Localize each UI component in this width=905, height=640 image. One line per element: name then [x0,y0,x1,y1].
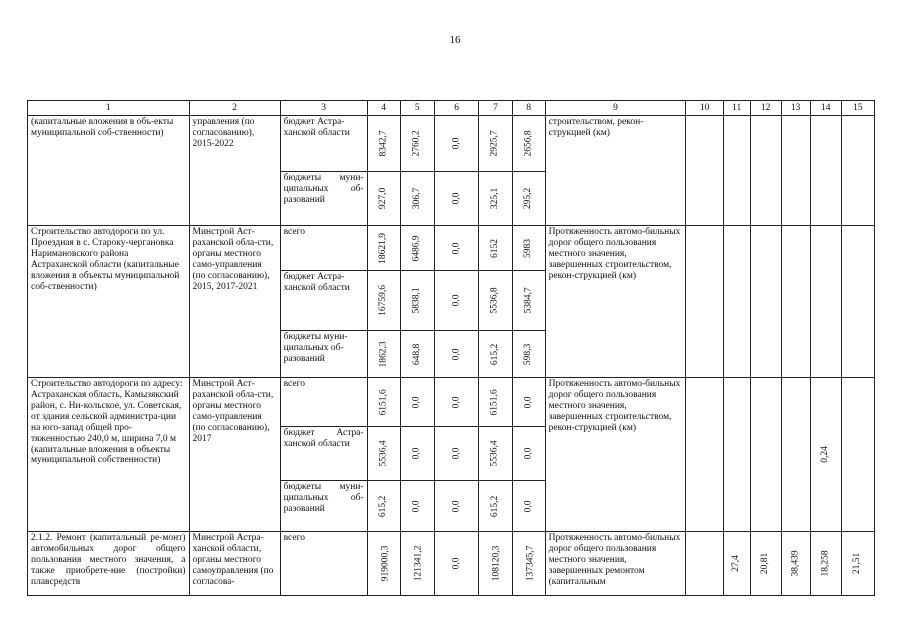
col-header: 1 [28,101,190,116]
amount-year: 0,0 [451,500,462,512]
amount-year: 5384,7 [523,287,534,314]
amount-total: 919000,3 [379,545,390,582]
measure-name: (капитальные вложения в объ-екты муниципальной соб-ственности) [28,116,190,226]
col-header: 15 [841,101,874,116]
indicator-value [750,226,781,378]
table-row [28,378,875,427]
indicator-value [781,116,810,226]
funding-source: всего [280,532,367,596]
amount-year: 5838,1 [411,287,422,314]
amount-year: 137345,7 [524,545,535,582]
col-header: 3 [280,101,367,116]
col-header: 2 [189,101,280,116]
col-header: 9 [545,101,686,116]
amount-year: 295,2 [523,187,534,210]
indicator-value [810,116,841,226]
indicator-value [841,226,874,378]
indicator-value [750,116,781,226]
indicator-value: 38,439 [790,550,801,577]
amount-year: 5983 [523,238,534,258]
amount-year: 5536,4 [489,440,500,467]
indicator-value [686,226,723,378]
col-header: 14 [810,101,841,116]
header-row [28,101,875,116]
indicator-value: 18,258 [820,550,831,577]
indicator-value [750,378,781,532]
amount-total: 18621,9 [378,232,389,264]
indicator-value [841,378,874,532]
indicator-value [781,226,810,378]
indicator-text: строительством, рекон-струкцией (км) [545,116,686,226]
amount-year: 0,0 [523,500,534,512]
indicator-value [686,116,723,226]
table-row [28,532,875,596]
funding-source: всего [280,378,367,427]
amount-year: 0,0 [411,396,422,408]
amount-year: 598,3 [523,343,534,365]
budget-table [27,100,875,596]
indicator-value [723,226,750,378]
amount-year: 0,0 [451,192,462,205]
amount-year: 121341,2 [413,545,424,582]
measure-name: Строительство автодороги по адресу: Астраханская область, Камызякский район, с. Ни-кольское, ул. Советская, от здания сельской администра-ции на юго-запад общей про-тяженностью 240,0 м, ширина 7,0 м (капитальные вложения в объекты муниципальной собственности) [28,378,190,532]
col-header: 13 [781,101,810,116]
indicator-value [810,226,841,378]
indicator-text: Протяженность автомо-бильных дорог общего пользования местного значения, завершенных строительством, рекон-струкцией (км) [545,226,686,378]
amount-year: 0,0 [411,500,422,512]
indicator-value [686,532,723,596]
funding-source: бюджет Астра-ханской области [280,116,367,172]
amount-year: 306,7 [411,187,422,210]
amount-year: 5536,8 [489,287,500,314]
amount-year: 0,0 [451,557,462,570]
indicator-value [781,378,810,532]
table-row [28,226,875,271]
amount-year: 325,1 [489,187,500,210]
indicator-text: Протяженность автомо-бильных дорог общего пользования местного значения, завершенных ремонтом (капитальным [545,532,686,596]
amount-year: 648,8 [411,343,422,365]
funding-source: бюджет Астра-ханской области [280,427,367,481]
amount-year: 0,0 [451,294,462,307]
table-row [28,116,875,172]
funding-source: бюджеты муни-ципальных об-разований [280,331,367,378]
amount-year: 0,0 [523,396,534,408]
amount-year: 6152 [489,238,500,258]
amount-total: 615,2 [378,495,389,517]
amount-total: 927,0 [378,187,389,210]
page-number: 16 [449,34,461,46]
indicator-value: 0,24 [820,446,831,463]
funding-source: бюджеты муни-ципальных об-разований [280,481,367,532]
measure-executor: Минстрой Аст-раханской обла-сти, органы местного само-управления (по согласованию), 2017 [189,378,280,532]
amount-total: 5536,4 [378,440,389,467]
amount-year: 2760,2 [411,130,422,157]
col-header: 10 [686,101,723,116]
amount-year: 0,0 [451,242,462,254]
amount-year: 0,0 [451,396,462,408]
col-header: 6 [434,101,479,116]
funding-source: бюджеты муни-ципальных об-разований [280,172,367,226]
amount-year: 6151,6 [489,388,500,416]
amount-year: 6486,9 [411,234,422,262]
amount-year: 615,2 [489,495,500,517]
indicator-value [723,378,750,532]
indicator-value [686,378,723,532]
measure-executor: Минстрой Аст-раханской обла-сти, органы местного само-управления (по согласованию), 2015, 2017-2021 [189,226,280,378]
col-header: 11 [723,101,750,116]
amount-total: 8342,7 [378,130,389,157]
col-header: 5 [400,101,434,116]
indicator-value [723,116,750,226]
indicator-value: 27,4 [731,555,742,572]
amount-year: 0,0 [451,447,462,460]
amount-year: 2656,8 [523,130,534,157]
col-header: 8 [512,101,545,116]
measure-executor: управления (по согласованию), 2015-2022 [189,116,280,226]
col-header: 7 [479,101,512,116]
amount-year: 108120,3 [491,545,502,582]
amount-year: 0,0 [451,348,462,360]
col-header: 12 [750,101,781,116]
amount-year: 615,2 [489,343,500,365]
amount-total: 6151,6 [378,388,389,416]
amount-year: 2925,7 [489,130,500,157]
funding-source: всего [280,226,367,271]
indicator-value: 21,51 [852,552,863,575]
amount-year: 0,0 [451,137,462,150]
indicator-value [841,116,874,226]
measure-executor: Минстрой Астра-ханской области, органы местного самоуправления (по согласова- [189,532,280,596]
amount-total: 1862,3 [378,340,389,368]
funding-source: бюджет Астра-ханской области [280,271,367,331]
amount-year: 0,0 [523,447,534,460]
indicator-text: Протяженность автомо-бильных дорог общего пользования местного значения, завершенных строительством, рекон-струкцией (км) [545,378,686,532]
amount-year: 0,0 [411,447,422,460]
measure-name: Строительство автодороги по ул. Проездная в с. Староку-чергановка Наримановского района Астраханской области (капитальные вложения в объекты муниципальной соб-ственности) [28,226,190,378]
indicator-value: 20,81 [760,552,771,575]
amount-total: 16759,6 [378,285,389,316]
measure-name: 2.1.2. Ремонт (капитальный ре-монт) автомобильных дорог общего пользования местного значения, а также приобрете-ние (постройки) плавсредств [28,532,190,596]
col-header: 4 [367,101,400,116]
